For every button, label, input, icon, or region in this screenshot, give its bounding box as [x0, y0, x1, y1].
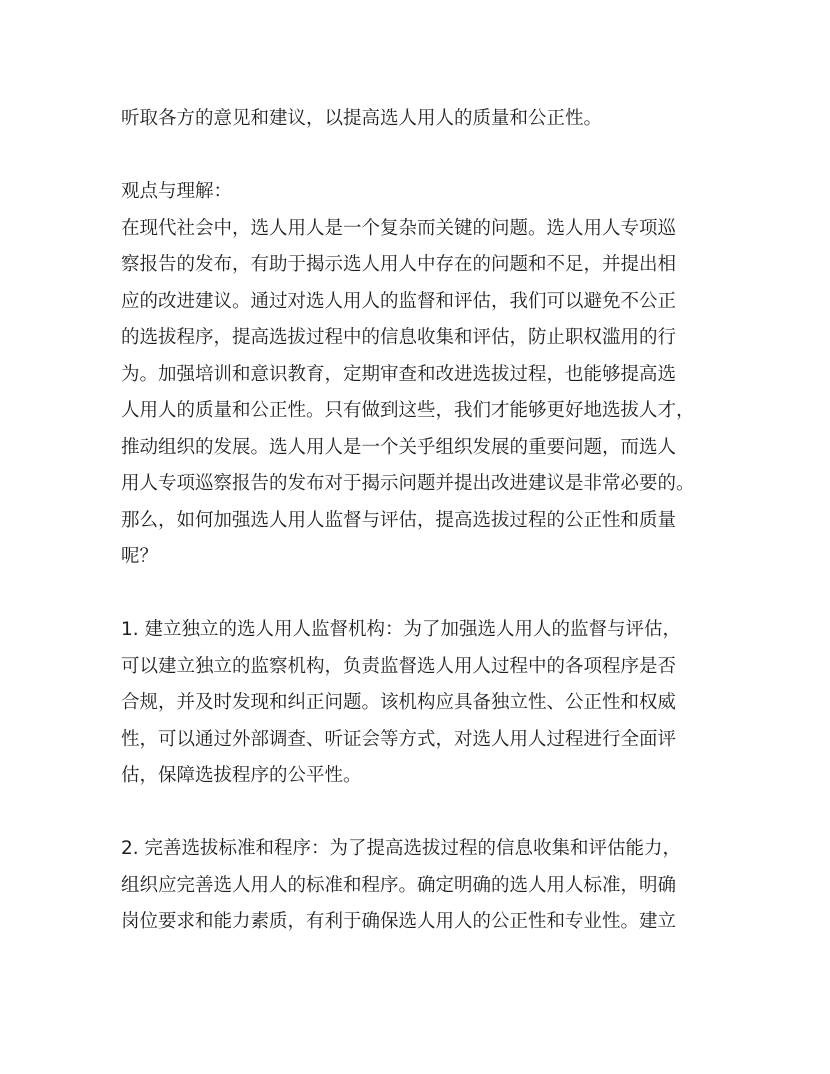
- paragraph-line: 那么，如何加强选人用人监督与评估，提高选拔过程的公正性和质量: [121, 509, 677, 531]
- paragraph-line: 在现代社会中，选人用人是一个复杂而关键的问题。选人用人专项巡: [121, 217, 677, 239]
- document-body: [121, 101, 701, 941]
- paragraph-line: 应的改进建议。通过对选人用人的监督和评估，我们可以避免不公正: [121, 290, 677, 312]
- blank-line: [121, 576, 701, 613]
- list-item-1-line: 性，可以通过外部调查、听证会等方式，对选人用人过程进行全面评: [121, 728, 677, 750]
- list-item-2-line: 岗位要求和能力素质，有利于确保选人用人的公正性和专业性。建立: [121, 911, 677, 932]
- paragraph-line: 推动组织的发展。选人用人是一个关乎组织发展的重要问题，而选人: [121, 436, 677, 458]
- section-heading: 观点与理解：: [121, 181, 233, 202]
- blank-line: [121, 138, 701, 175]
- list-item-2-line: 组织应完善选人用人的标准和程序。确定明确的选人用人标准，明确: [121, 874, 677, 896]
- paragraph-line: 人用人的质量和公正性。只有做到这些，我们才能够更好地选拔人才，: [121, 400, 695, 421]
- list-item-2-line: 2. 完善选拔标准和程序：为了提高选拔过程的信息收集和评估能力，: [121, 838, 682, 859]
- list-item-1-line: 可以建立独立的监察机构，负责监督选人用人过程中的各项程序是否: [121, 655, 677, 677]
- paragraph-line: 呢？: [121, 546, 159, 567]
- paragraph-line: 为。加强培训和意识教育，定期审查和改进选拔过程，也能够提高选: [121, 363, 677, 385]
- text-line-intro: 听取各方的意见和建议，以提高选人用人的质量和公正性。: [121, 108, 603, 129]
- paragraph-line: 的选拔程序，提高选拔过程中的信息收集和评估，防止职权滥用的行: [121, 327, 677, 348]
- blank-line: [121, 795, 701, 832]
- paragraph-line: 察报告的发布，有助于揭示选人用人中存在的问题和不足，并提出相: [121, 254, 677, 275]
- list-item-1-line: 合规，并及时发现和纠正问题。该机构应具备独立性、公正性和权威: [121, 692, 677, 713]
- paragraph-line: 用人专项巡察报告的发布对于揭示问题并提出改进建议是非常必要的。: [121, 473, 695, 494]
- list-item-1-line: 估，保障选拔程序的公平性。: [121, 765, 362, 786]
- list-item-1-line: 1. 建立独立的选人用人监督机构：为了加强选人用人的监督与评估，: [121, 619, 682, 640]
